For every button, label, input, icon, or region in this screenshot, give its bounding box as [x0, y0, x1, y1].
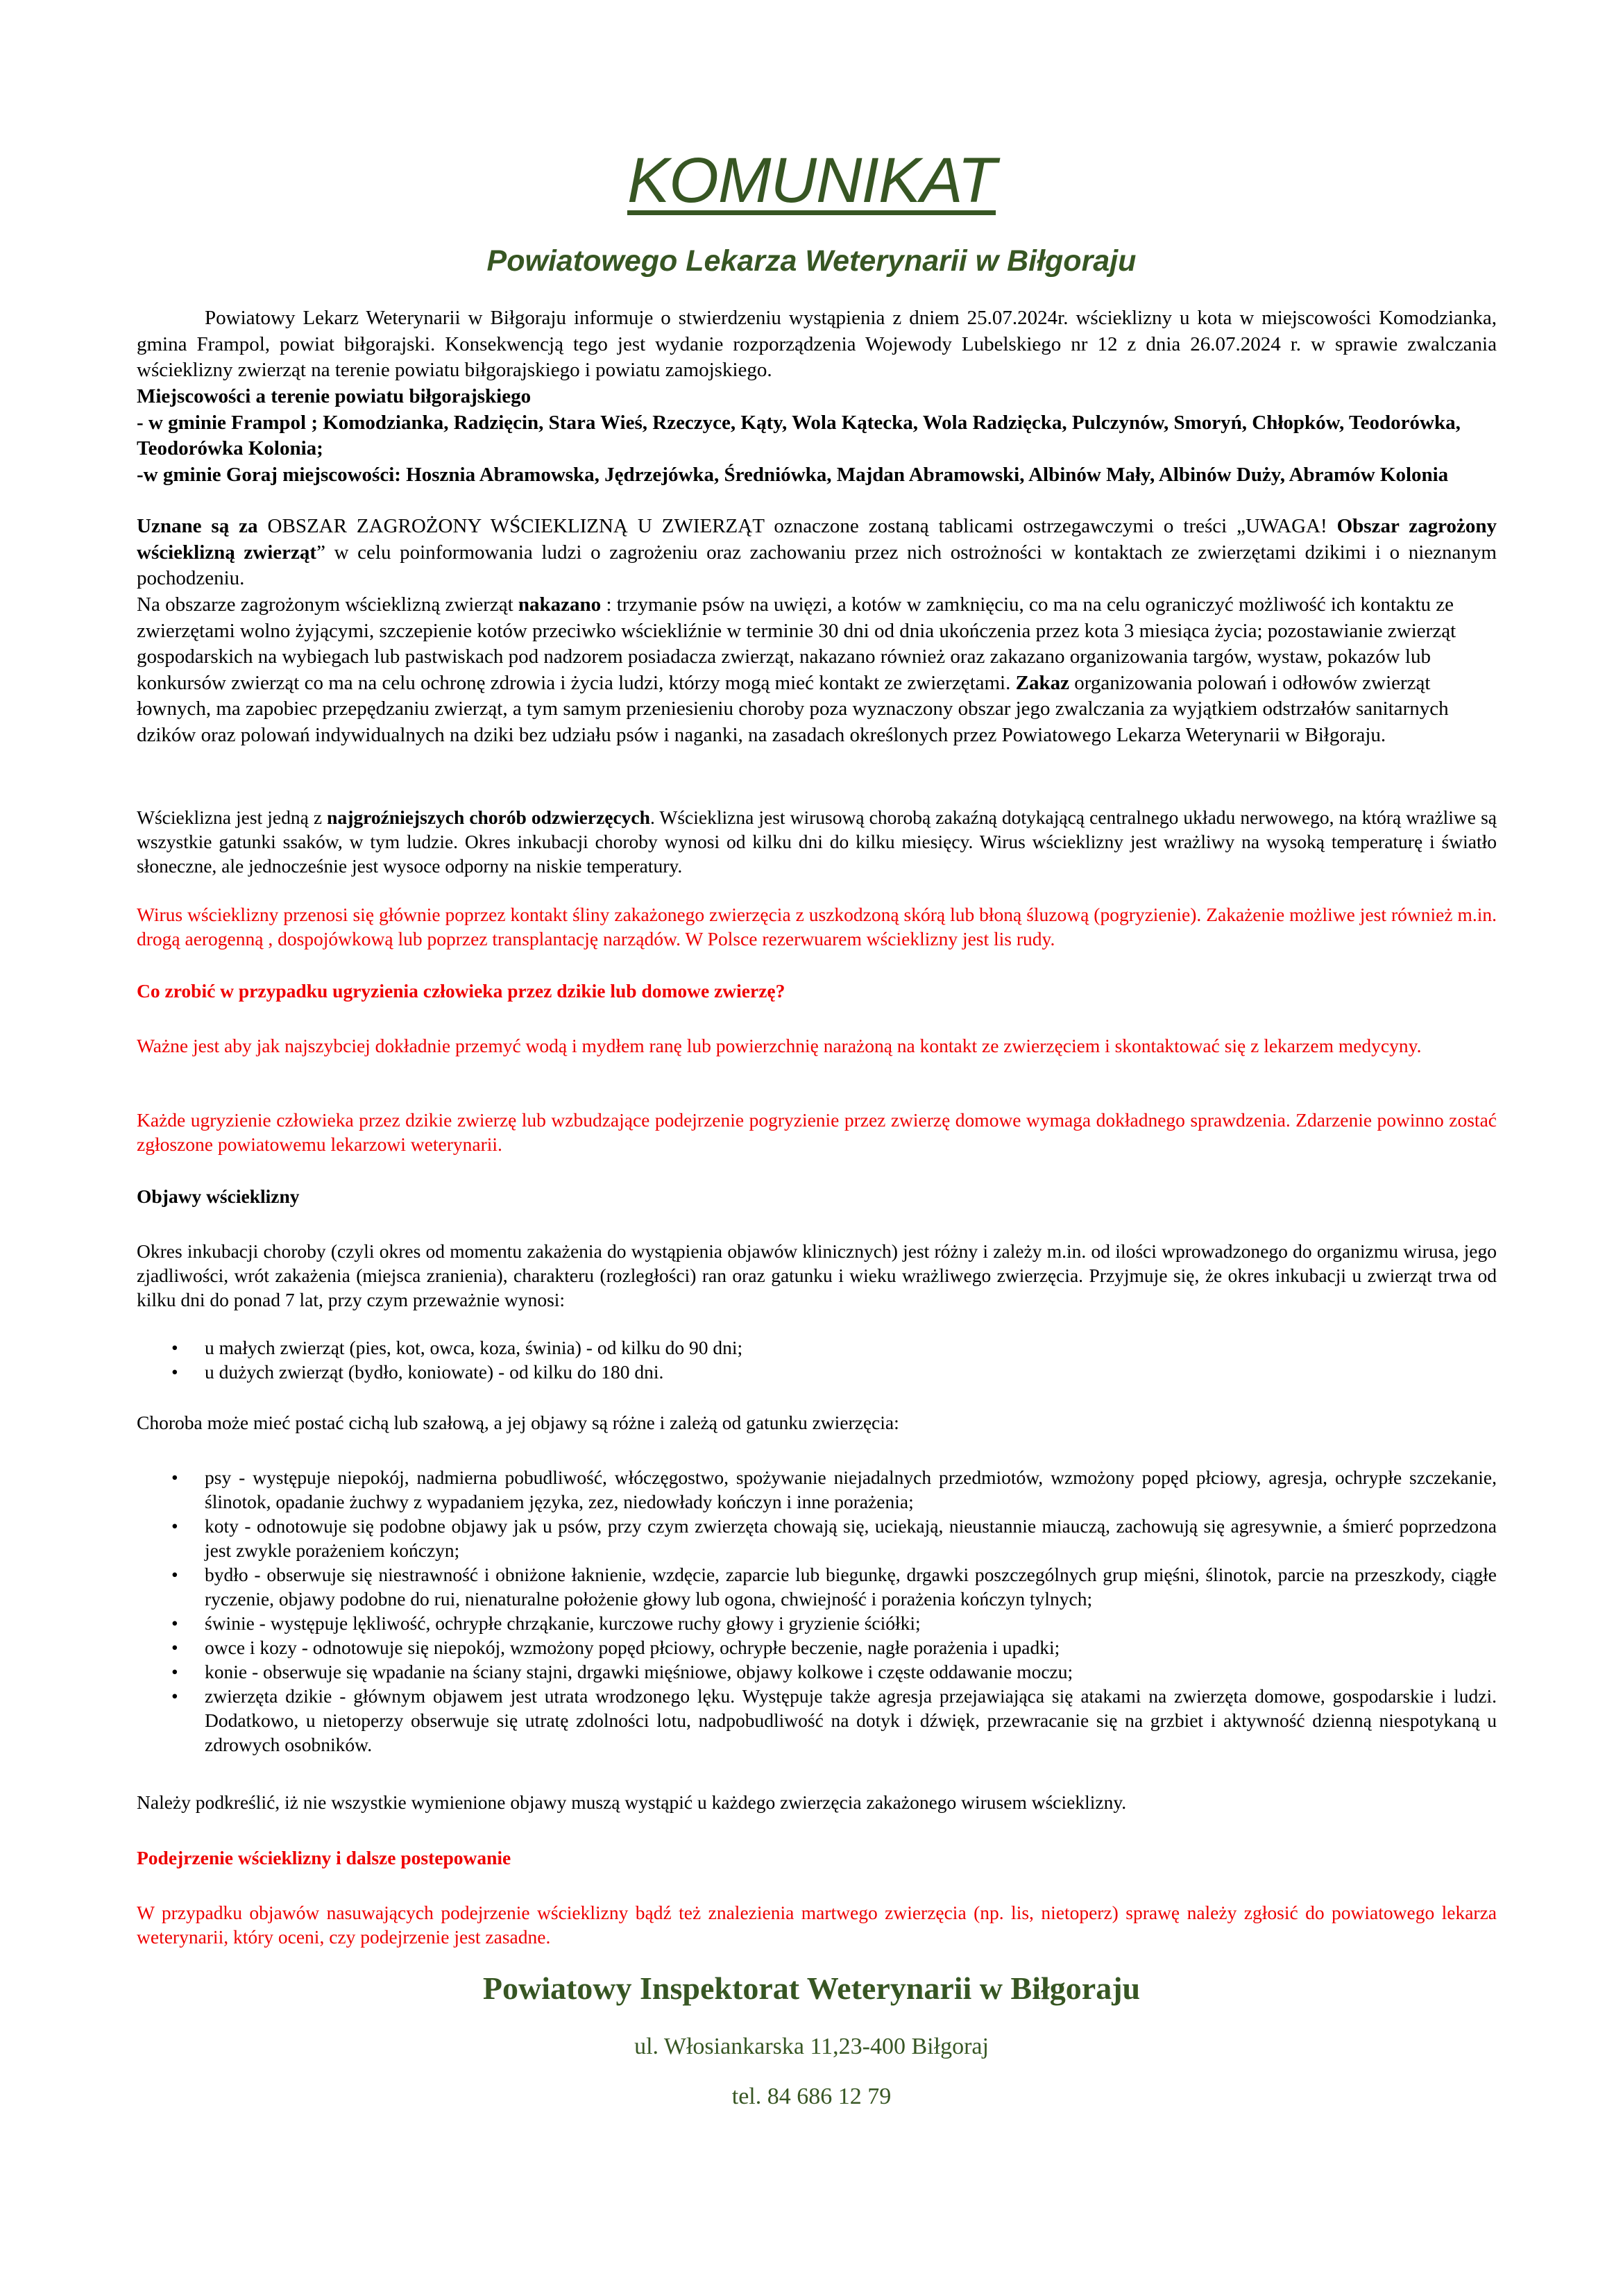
species-item-text: bydło - obserwuje się niestrawność i obniżone łaknienie, wzdęcie, zaparcie lub biegunkę, drgawki poszczególnych grup mięśni, ślinotok, parcie na przeszkody, ciągłe ryczenie, objawy podobne do rui, nienaturalne położenie głowy lub ogona, chwiejność i porażenia kończyn tylnych;: [205, 1564, 1497, 1610]
disease-text: . Wścieklizna jest wirusową chorobą zakaźną dotykającą centralnego układu nerwowego, na którą wrażliwe są wszystkie gatunki ssaków, w tym ludzie. Okres inkubacji choroby wynosi od kilku dni do kilku miesięcy. Wirus wścieklizny jest wrażliwy na wysoką temperaturę i światło słoneczne, ale jednocześnie jest wysoce odporny na niskie temperatury.: [137, 807, 1497, 877]
species-item-wild: [137, 1684, 1497, 1757]
incubation-item-text: u małych zwierząt (pies, kot, owca, koza, świnia) - od kilku do 90 dni;: [205, 1337, 743, 1358]
species-item-text: koty - odnotowuje się podobne objawy jak u psów, przy czym zwierzęta chowają się, uciekają, nieustannie miauczą, zachowują się agresywnie, a śmierć poprzedzona jest zwykle porażeniem kończyn;: [205, 1515, 1497, 1561]
title-text: KOMUNIKAT: [627, 145, 996, 216]
footer-address: ul. Włosiankarska 11,23-400 Biłgoraj: [634, 2034, 989, 2059]
symptoms-heading-text: Objawy wścieklizny: [137, 1185, 300, 1207]
incubation-list: [137, 1335, 1497, 1384]
species-item-sheep-goats: [137, 1635, 1497, 1660]
zone-paragraph: [137, 514, 1497, 592]
symptoms-heading: [137, 1183, 1497, 1210]
transmission-paragraph: Wirus wścieklizny przenosi się głównie poprzez kontakt śliny zakażonego zwierzęcia z uszkodzoną skórą lub błoną śluzową (pogryzienie). Zakażenie możliwe jest również m.in. drogą aerogenną , dospojówkową lub poprzez transplantację narządów. W Polsce rezerwuarem wścieklizny jest lis rudy.: [137, 904, 1497, 949]
species-item-pigs: [137, 1611, 1497, 1635]
orders-lead: Na obszarze zagrożonym wścieklizną zwierząt: [137, 593, 518, 616]
species-item-text: świnie - występuje lękliwość, ochrypłe chrząkanie, kurczowe ruchy głowy i gryzienie ściółki;: [205, 1612, 921, 1634]
localities-heading: [137, 384, 1497, 410]
suspicion-paragraph: W przypadku objawów nasuwających podejrzenie wścieklizny bądź też znalezienia martwego zwierzęcia (np. lis, nietoperz) sprawę należy zgłosić do powiatowego lekarza weterynarii, który oceni, czy podejrzenie jest zasadne.: [137, 1902, 1497, 1948]
bite-heading-text: Co zrobić w przypadku ugryzienia człowieka przez dzikie lub domowe zwierzę?: [137, 980, 785, 1002]
frampol-list: ; Komodzianka, Radzięcin, Stara Wieś, Rzeczyce, Kąty, Wola Kątecka, Wola Radzięcka, Pulczynów, Smoryń, Chłopków, Teodorówka, Teodorówka Kolonia;: [137, 411, 1461, 459]
incubation-item: [137, 1335, 1497, 1360]
species-item-text: zwierzęta dzikie - głównym objawem jest utrata wrodzonego lęku. Występuje także agresja przejawiająca się atakami na zwierzęta domowe, gospodarskie i ludzi. Dodatkowo, u nietoperzy obserwuje się utratę zdolności lotu, nadpobudliwość na dotyk i dźwięk, przewracanie się na grzbiet i aktywność dzienną niespotykaną u zdrowych osobników.: [205, 1685, 1497, 1755]
goraj-localities: [137, 462, 1497, 489]
page-subtitle: Powiatowego Lekarza Weterynarii w Biłgoraju: [486, 244, 1137, 278]
bullet-icon: •: [171, 1564, 178, 1585]
incubation-item-text: u dużych zwierząt (bydło, koniowate) - od kilku do 180 dni.: [205, 1361, 664, 1383]
bullet-icon: •: [171, 1467, 178, 1488]
bite-wash-paragraph: Ważne jest aby jak najszybciej dokładnie przemyć wodą i mydłem ranę lub powierzchnię narażoną na kontakt ze zwierzęciem i skontaktować się z lekarzem medycyny.: [137, 1035, 1422, 1056]
frampol-label: - w gminie Frampol: [137, 411, 307, 434]
footer-phone: tel. 84 686 12 79: [731, 2084, 892, 2109]
zone-sign-text: oznaczone zostaną tablicami ostrzegawczymi o treści „UWAGA!: [764, 515, 1337, 537]
species-item-cattle: [137, 1562, 1497, 1611]
intro-paragraph: Powiatowy Lekarz Weterynarii w Biłgoraju informuje o stwierdzeniu wystąpienia z dniem 25.07.2024r. wścieklizny u kota w miejscowości Komodzianka, gmina Frampol, powiat biłgorajski. Konsekwencją tego jest wydanie rozporządzenia Wojewody Lubelskiego nr 12 z dnia 26.07.2024 r. w sprawie zwalczania wścieklizny zwierząt na terenie powiatu biłgorajskiego i powiatu zamojskiego.: [137, 307, 1497, 381]
localities-section: [137, 384, 1497, 488]
orders-ban: Zakaz: [1015, 671, 1069, 694]
orders-ban-text: organizowania polowań i odłowów zwierząt łownych, ma zapobiec przepędzaniu zwierząt, a tym samym przeniesieniu choroby poza wyznaczony obszar jego zwalczania za wyjątkiem odstrzałów sanitarnych dzików oraz polowań indywidualnych na dziki bez udziału psów i naganki, na zasadach określonych przez Powiatowego Lekarza Weterynarii w Biłgoraju.: [137, 671, 1449, 746]
bite-heading: [137, 978, 1497, 1004]
disease-lead: Wścieklizna jest jedną z: [137, 807, 328, 828]
disease-bold: najgroźniejszych chorób odzwierzęcych: [327, 807, 650, 828]
bullet-icon: •: [171, 1361, 178, 1383]
suspicion-heading-text: Podejrzenie wścieklizny i dalsze postepowanie: [137, 1847, 511, 1868]
incubation-paragraph: Okres inkubacji choroby (czyli okres od momentu zakażenia do wystąpienia objawów klinicznych) jest różny i zależy m.in. od ilości wprowadzonego do organizmu wirusa, jego zjadliwości, wrót zakażenia (miejsca zranienia), charakteru (rozległości) ran oraz gatunku i wieku wrażliwego zwierzęcia. Przyjmuje się, że okres inkubacji u zwierząt trwa od kilku dni do ponad 7 lat, przy czym przeważnie wynosi:: [137, 1240, 1497, 1310]
species-item-text: konie - obserwuje się wpadanie na ściany stajni, drgawki mięśniowe, objawy kolkowe i częste oddawanie moczu;: [205, 1661, 1073, 1682]
frampol-localities: [137, 410, 1497, 462]
species-item-dogs: [137, 1465, 1497, 1514]
orders-ordered: nakazano: [518, 593, 602, 616]
bullet-icon: •: [171, 1637, 178, 1658]
forms-intro: Choroba może mieć postać cichą lub szałową, a jej objawy są różne i zależą od gatunku zwierzęcia:: [137, 1412, 899, 1433]
zone-sign-bold: Obszar zagrożony wścieklizną zwierząt: [137, 515, 1497, 564]
bullet-icon: •: [171, 1685, 178, 1707]
goraj-list: -w gminie Goraj miejscowości: Hosznia Abramowska, Jędrzejówka, Średniówka, Majdan Abramowski, Albinów Mały, Albinów Duży, Abramów Kolonia: [137, 463, 1449, 486]
suspicion-heading: [137, 1845, 1497, 1871]
bullet-icon: •: [171, 1612, 178, 1634]
bullet-icon: •: [171, 1515, 178, 1537]
species-item-text: owce i kozy - odnotowuje się niepokój, wzmożony popęd płciowy, ochrypłe beczenie, nagłe porażenia i upadki;: [205, 1637, 1060, 1658]
disease-paragraph: [137, 805, 1497, 878]
zone-purpose: ” w celu poinformowania ludzi o zagrożeniu oraz zachowaniu przez nich ostrożności w kontaktach ze zwierzętami dzikimi i o nieznanym pochodzeniu.: [137, 541, 1497, 589]
localities-heading-text: Miejscowości a terenie powiatu biłgorajskiego: [137, 385, 532, 407]
zone-lead: Uznane są za: [137, 515, 268, 537]
page-title: [0, 142, 1623, 219]
species-list: [137, 1465, 1497, 1757]
zone-name: OBSZAR ZAGROŻONY WŚCIEKLIZNĄ U ZWIERZĄT: [267, 515, 765, 537]
bite-report-paragraph: Każde ugryzienie człowieka przez dzikie zwierzę lub wzbudzające podejrzenie pogryzienie przez zwierzę domowe wymaga dokładnego sprawdzenia. Zdarzenie powinno zostać zgłoszone powiatowemu lekarzowi weterynarii.: [137, 1109, 1497, 1155]
incubation-item: [137, 1360, 1497, 1384]
orders-paragraph: [137, 592, 1497, 748]
species-item-horses: [137, 1660, 1497, 1684]
footer-organization: Powiatowy Inspektorat Weterynarii w Biłgoraju: [482, 1970, 1141, 2006]
species-item-cats: [137, 1514, 1497, 1562]
bullet-icon: •: [171, 1337, 178, 1358]
species-item-text: psy - występuje niepokój, nadmierna pobudliwość, włóczęgostwo, spożywanie niejadalnych przedmiotów, wzmożony popęd płciowy, agresja, ochrypłe szczekanie, ślinotok, opadanie żuchwy z wypadaniem języka, zez, niedowłady kończyn i inne porażenia;: [205, 1467, 1497, 1512]
symptoms-note: Należy podkreślić, iż nie wszystkie wymienione objawy muszą wystąpić u każdego zwierzęcia zakażonego wirusem wścieklizny.: [137, 1791, 1127, 1813]
orders-text: : trzymanie psów na uwięzi, a kotów w zamknięciu, co ma na celu ograniczyć możliwość ich kontaktu ze zwierzętami wolno żyjącymi, szczepienie kotów przeciwko wściekliźnie w terminie 30 dni od dnia ukończenia przez kota 3 miesiąca życia; pozostawianie zwierząt gospodarskich na wybiegach lub pastwiskach pod nadzorem posiadacza zwierząt, nakazano również oraz zakazano organizowania targów, wystaw, pokazów lub konkursów zwierząt co ma na celu ochronę zdrowia i życia ludzi, którzy mogą mieć kontakt ze zwierzętami.: [137, 593, 1456, 694]
bullet-icon: •: [171, 1661, 178, 1682]
